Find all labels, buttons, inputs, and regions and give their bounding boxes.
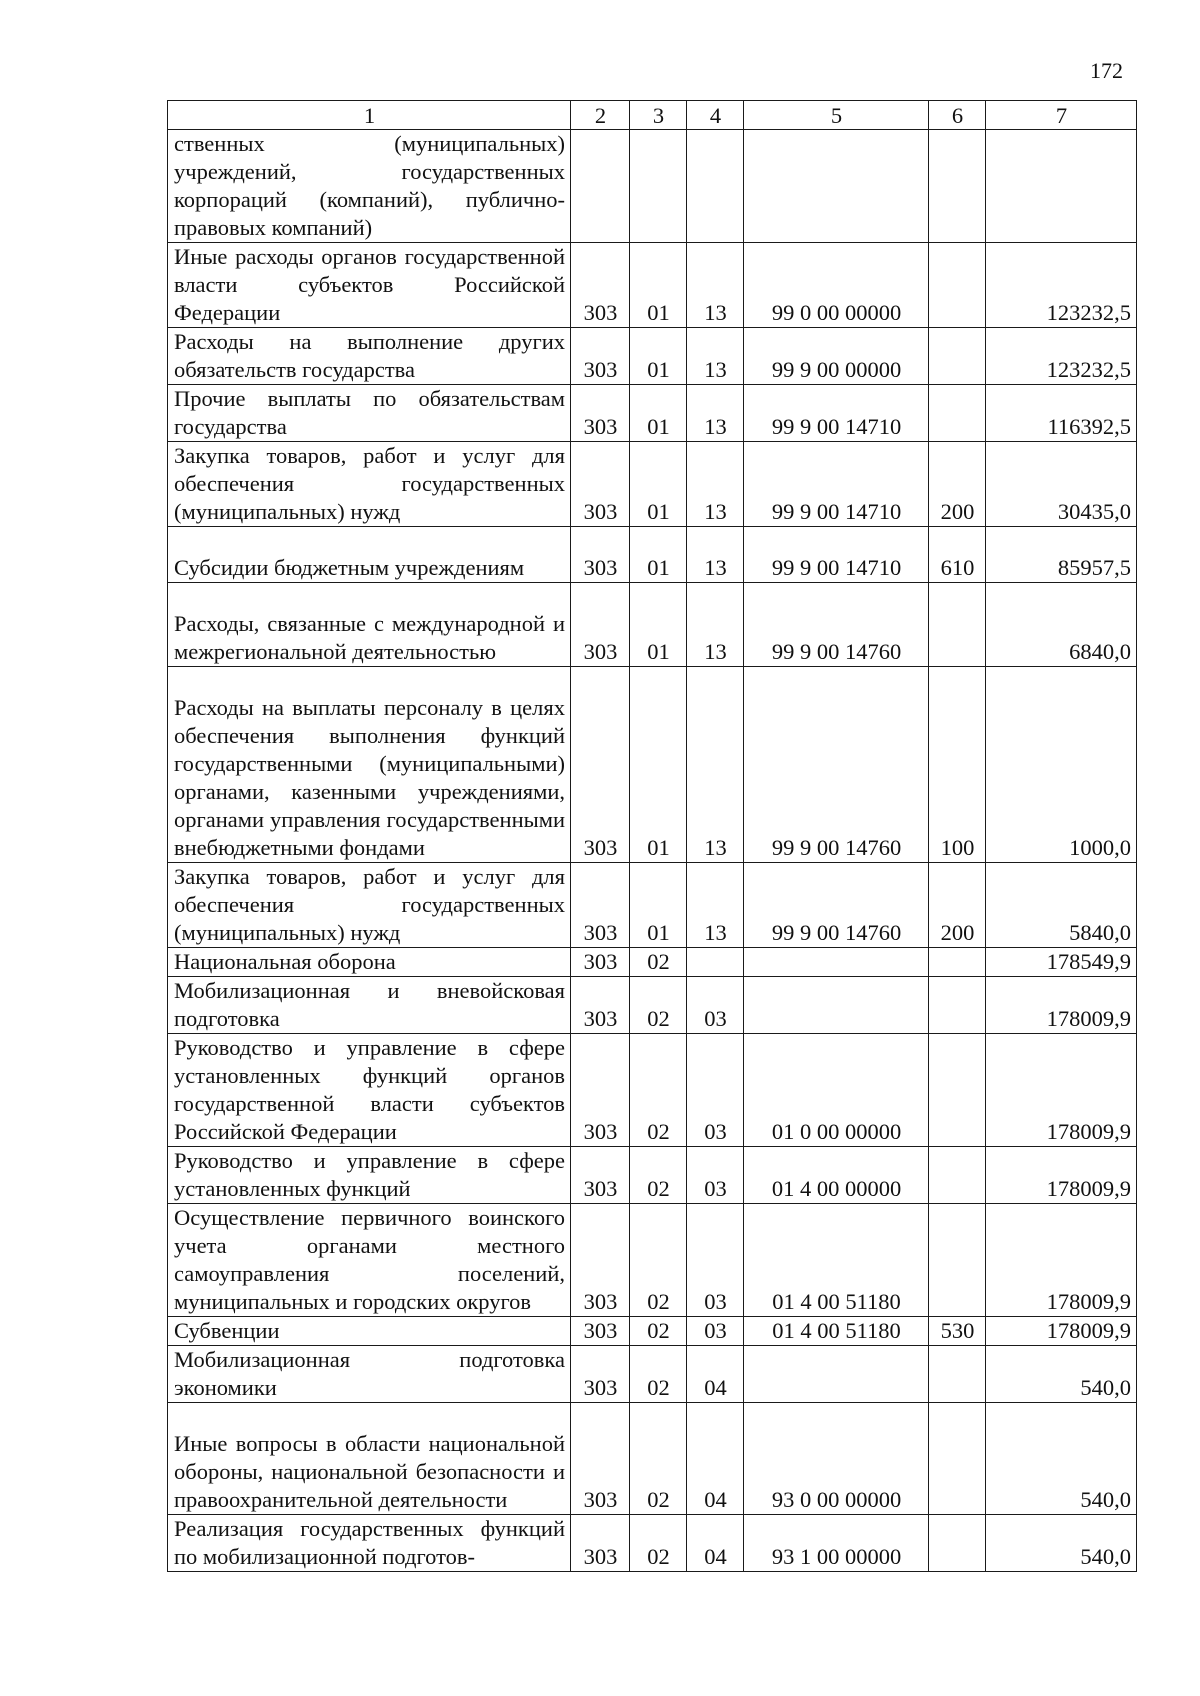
row-amount-cell (986, 130, 1137, 243)
row-target-article-cell: 99 9 00 14760 (744, 667, 929, 863)
row-name-cell: Субсидии бюджетным учреждениям (168, 527, 571, 583)
row-expense-type-cell (929, 1204, 986, 1317)
table-row (168, 1515, 1137, 1572)
table-row (168, 1317, 1137, 1346)
row-admin-code-cell: 303 (571, 667, 630, 863)
row-section-cell: 02 (630, 1515, 687, 1572)
row-amount-cell: 123232,5 (986, 328, 1137, 385)
row-name-cell: Закупка товаров, работ и услуг для обеспечения государственных (муниципальных) нужд (168, 863, 571, 948)
row-section-cell: 01 (630, 583, 687, 667)
row-section-cell: 02 (630, 1346, 687, 1403)
row-name-cell: ственных (муниципальных) учреждений, государственных корпораций (компаний), публично-правовых компаний) (168, 130, 571, 243)
row-amount-cell: 540,0 (986, 1403, 1137, 1515)
row-amount-cell: 123232,5 (986, 243, 1137, 328)
row-amount-cell: 178009,9 (986, 1204, 1137, 1317)
row-expense-type-cell (929, 1403, 986, 1515)
row-subsection-cell: 13 (687, 863, 744, 948)
row-target-article-cell: 99 9 00 00000 (744, 328, 929, 385)
header-cell-6: 6 (929, 101, 986, 130)
table-row (168, 130, 1137, 243)
table-row (168, 948, 1137, 977)
row-target-article-cell (744, 977, 929, 1034)
header-cell-3: 3 (630, 101, 687, 130)
row-name-cell: Иные вопросы в области национальной обороны, национальной безопасности и правоохранительной деятельности (168, 1403, 571, 1515)
row-expense-type-cell: 200 (929, 863, 986, 948)
row-admin-code-cell: 303 (571, 863, 630, 948)
row-name-cell: Осуществление первичного воинского учета органами местного самоуправления поселений, муниципальных и городских округов (168, 1204, 571, 1317)
row-admin-code-cell: 303 (571, 1034, 630, 1147)
row-subsection-cell: 03 (687, 1317, 744, 1346)
row-admin-code-cell: 303 (571, 442, 630, 527)
row-expense-type-cell: 200 (929, 442, 986, 527)
table-body (168, 130, 1137, 1572)
row-target-article-cell (744, 1346, 929, 1403)
row-admin-code-cell: 303 (571, 977, 630, 1034)
row-target-article-cell: 99 0 00 00000 (744, 243, 929, 328)
row-target-article-cell: 99 9 00 14760 (744, 583, 929, 667)
budget-table (167, 100, 1137, 1572)
row-name-cell: Прочие выплаты по обязательствам государства (168, 385, 571, 442)
row-section-cell: 02 (630, 1204, 687, 1317)
row-name-cell: Расходы на выполнение других обязательств государства (168, 328, 571, 385)
row-subsection-cell: 13 (687, 527, 744, 583)
row-admin-code-cell: 303 (571, 1403, 630, 1515)
row-name-cell: Руководство и управление в сфере установленных функций органов государственной власти субъектов Российской Федерации (168, 1034, 571, 1147)
row-section-cell (630, 130, 687, 243)
row-admin-code-cell: 303 (571, 1515, 630, 1572)
row-target-article-cell: 93 1 00 00000 (744, 1515, 929, 1572)
row-subsection-cell: 04 (687, 1346, 744, 1403)
row-target-article-cell: 99 9 00 14710 (744, 385, 929, 442)
row-name-cell: Руководство и управление в сфере установленных функций (168, 1147, 571, 1204)
row-section-cell: 01 (630, 863, 687, 948)
header-cell-4: 4 (687, 101, 744, 130)
row-target-article-cell: 93 0 00 00000 (744, 1403, 929, 1515)
row-target-article-cell: 99 9 00 14710 (744, 527, 929, 583)
table-row (168, 863, 1137, 948)
table-row (168, 1034, 1137, 1147)
row-amount-cell: 1000,0 (986, 667, 1137, 863)
row-name-cell: Мобилизационная и вневойсковая подготовка (168, 977, 571, 1034)
header-cell-7: 7 (986, 101, 1137, 130)
row-expense-type-cell (929, 1515, 986, 1572)
table-row (168, 243, 1137, 328)
row-expense-type-cell: 530 (929, 1317, 986, 1346)
table-row (168, 1147, 1137, 1204)
table-row (168, 583, 1137, 667)
row-expense-type-cell: 610 (929, 527, 986, 583)
row-section-cell: 01 (630, 243, 687, 328)
row-admin-code-cell: 303 (571, 328, 630, 385)
row-section-cell: 02 (630, 948, 687, 977)
row-subsection-cell: 13 (687, 583, 744, 667)
table-header-row (168, 101, 1137, 130)
row-name-cell: Иные расходы органов государственной власти субъектов Российской Федерации (168, 243, 571, 328)
row-subsection-cell (687, 948, 744, 977)
row-name-cell: Расходы на выплаты персоналу в целях обеспечения выполнения функций государственными (муниципальными) органами, казенными учреждениями, органами управления государственными внебюджетными фондами (168, 667, 571, 863)
row-name-cell: Мобилизационная подготовка экономики (168, 1346, 571, 1403)
row-expense-type-cell (929, 328, 986, 385)
row-target-article-cell (744, 948, 929, 977)
row-amount-cell: 540,0 (986, 1515, 1137, 1572)
header-cell-1: 1 (168, 101, 571, 130)
row-subsection-cell: 13 (687, 243, 744, 328)
row-subsection-cell: 03 (687, 1204, 744, 1317)
row-target-article-cell (744, 130, 929, 243)
row-expense-type-cell (929, 1346, 986, 1403)
row-expense-type-cell (929, 583, 986, 667)
row-admin-code-cell: 303 (571, 948, 630, 977)
table-row (168, 328, 1137, 385)
row-subsection-cell: 13 (687, 442, 744, 527)
row-name-cell: Закупка товаров, работ и услуг для обеспечения государственных (муниципальных) нужд (168, 442, 571, 527)
row-subsection-cell: 13 (687, 667, 744, 863)
row-admin-code-cell: 303 (571, 1346, 630, 1403)
row-target-article-cell: 01 4 00 51180 (744, 1204, 929, 1317)
row-subsection-cell: 03 (687, 1147, 744, 1204)
row-section-cell: 02 (630, 1147, 687, 1204)
row-admin-code-cell: 303 (571, 243, 630, 328)
row-subsection-cell: 03 (687, 977, 744, 1034)
row-section-cell: 02 (630, 1403, 687, 1515)
row-amount-cell: 30435,0 (986, 442, 1137, 527)
row-expense-type-cell (929, 1147, 986, 1204)
row-amount-cell: 178009,9 (986, 1034, 1137, 1147)
header-cell-2: 2 (571, 101, 630, 130)
row-section-cell: 01 (630, 385, 687, 442)
row-name-cell: Субвенции (168, 1317, 571, 1346)
row-section-cell: 02 (630, 977, 687, 1034)
row-admin-code-cell: 303 (571, 1147, 630, 1204)
row-section-cell: 01 (630, 442, 687, 527)
table-row (168, 667, 1137, 863)
row-admin-code-cell: 303 (571, 583, 630, 667)
page-number: 172 (1090, 58, 1123, 83)
row-amount-cell: 5840,0 (986, 863, 1137, 948)
table-row (168, 1204, 1137, 1317)
row-admin-code-cell: 303 (571, 385, 630, 442)
row-subsection-cell: 04 (687, 1515, 744, 1572)
row-amount-cell: 178009,9 (986, 1317, 1137, 1346)
row-target-article-cell: 01 4 00 51180 (744, 1317, 929, 1346)
row-amount-cell: 178549,9 (986, 948, 1137, 977)
row-amount-cell: 178009,9 (986, 977, 1137, 1034)
table-row (168, 1346, 1137, 1403)
row-section-cell: 01 (630, 527, 687, 583)
row-target-article-cell: 99 9 00 14710 (744, 442, 929, 527)
row-amount-cell: 116392,5 (986, 385, 1137, 442)
row-section-cell: 01 (630, 328, 687, 385)
row-expense-type-cell (929, 1034, 986, 1147)
header-cell-5: 5 (744, 101, 929, 130)
row-name-cell: Реализация государственных функций по мобилизационной подготов- (168, 1515, 571, 1572)
row-expense-type-cell: 100 (929, 667, 986, 863)
table-row (168, 527, 1137, 583)
row-expense-type-cell (929, 948, 986, 977)
row-expense-type-cell (929, 130, 986, 243)
row-amount-cell: 178009,9 (986, 1147, 1137, 1204)
row-expense-type-cell (929, 385, 986, 442)
row-section-cell: 01 (630, 667, 687, 863)
row-amount-cell: 6840,0 (986, 583, 1137, 667)
row-amount-cell: 85957,5 (986, 527, 1137, 583)
row-expense-type-cell (929, 243, 986, 328)
table-row (168, 385, 1137, 442)
row-subsection-cell: 03 (687, 1034, 744, 1147)
row-target-article-cell: 01 0 00 00000 (744, 1034, 929, 1147)
table-row (168, 1403, 1137, 1515)
row-admin-code-cell: 303 (571, 527, 630, 583)
row-subsection-cell: 04 (687, 1403, 744, 1515)
row-expense-type-cell (929, 977, 986, 1034)
row-target-article-cell: 99 9 00 14760 (744, 863, 929, 948)
row-section-cell: 02 (630, 1034, 687, 1147)
table-row (168, 442, 1137, 527)
row-target-article-cell: 01 4 00 00000 (744, 1147, 929, 1204)
row-amount-cell: 540,0 (986, 1346, 1137, 1403)
row-section-cell: 02 (630, 1317, 687, 1346)
row-admin-code-cell: 303 (571, 1317, 630, 1346)
row-subsection-cell: 13 (687, 385, 744, 442)
row-admin-code-cell: 303 (571, 1204, 630, 1317)
row-subsection-cell (687, 130, 744, 243)
row-admin-code-cell (571, 130, 630, 243)
row-subsection-cell: 13 (687, 328, 744, 385)
row-name-cell: Расходы, связанные с международной и межрегиональной деятельностью (168, 583, 571, 667)
table-row (168, 977, 1137, 1034)
row-name-cell: Национальная оборона (168, 948, 571, 977)
